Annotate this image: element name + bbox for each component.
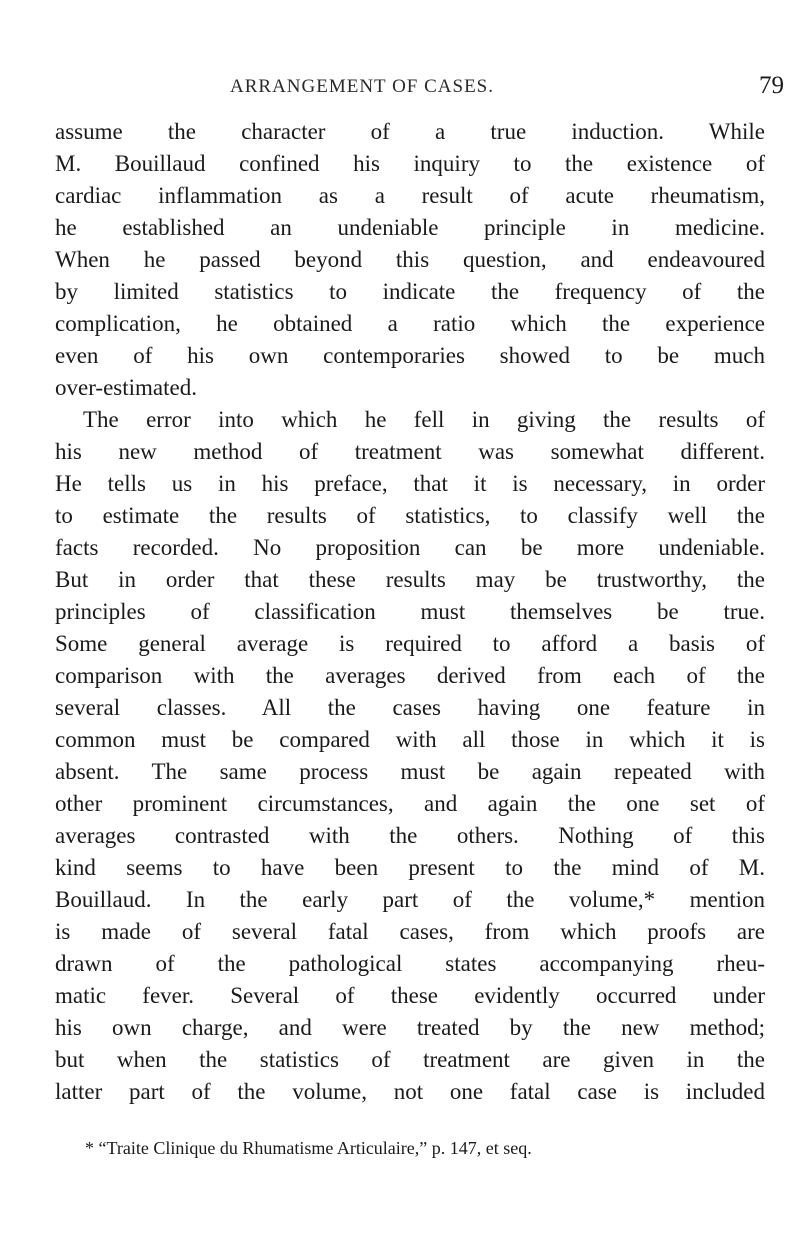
text-line: The error into which he fell in giving the results of [83, 407, 765, 432]
text-line: Some general average is required to afford a basis of [55, 631, 765, 656]
text-line: latter part of the volume, not one fatal case is included [55, 1079, 765, 1104]
text-line: averages contrasted with the others. Nothing of this [55, 823, 765, 848]
text-line: matic fever. Several of these evidently occurred under [55, 983, 765, 1008]
text-line: When he passed beyond this question, and endeavoured [55, 247, 765, 272]
text-line: his own charge, and were treated by the new method; [55, 1015, 765, 1040]
text-line: is made of several fatal cases, from which proofs are [55, 919, 765, 944]
text-line: but when the statistics of treatment are given in the [55, 1047, 765, 1072]
text-line: assume the character of a true induction. While [55, 119, 765, 144]
page-number: 79 [759, 72, 784, 99]
text-line: he established an undeniable principle in medicine. [55, 215, 765, 240]
text-line: He tells us in his preface, that it is necessary, in order [55, 471, 765, 496]
text-line: facts recorded. No proposition can be more undeniable. [55, 535, 765, 560]
running-header: ARRANGEMENT OF CASES. [230, 76, 494, 97]
text-line: by limited statistics to indicate the frequency of the [55, 279, 765, 304]
text-line: kind seems to have been present to the mind of M. [55, 855, 765, 880]
body-text [55, 116, 765, 1108]
text-line: even of his own contemporaries showed to be much [55, 343, 765, 368]
text-line: his new method of treatment was somewhat different. [55, 439, 765, 464]
text-line: drawn of the pathological states accompanying rheu- [55, 951, 765, 976]
text-line: over-estimated. [55, 375, 197, 400]
text-line: But in order that these results may be trustworthy, the [55, 567, 765, 592]
text-line: absent. The same process must be again repeated with [55, 759, 765, 784]
text-line: other prominent circumstances, and again the one set of [55, 791, 765, 816]
text-line: comparison with the averages derived from each of the [55, 663, 765, 688]
text-line: Bouillaud. In the early part of the volume,* mention [55, 887, 765, 912]
text-line: principles of classification must themselves be true. [55, 599, 765, 624]
text-line: common must be compared with all those in which it is [55, 727, 765, 752]
text-line: to estimate the results of statistics, to classify well the [55, 503, 765, 528]
footnote: * “Traite Clinique du Rhumatisme Articulaire,” p. 147, et seq. [85, 1138, 532, 1158]
text-line: M. Bouillaud confined his inquiry to the existence of [55, 151, 765, 176]
text-line: complication, he obtained a ratio which the experience [55, 311, 765, 336]
text-line: several classes. All the cases having one feature in [55, 695, 765, 720]
text-line: cardiac inflammation as a result of acute rheumatism, [55, 183, 765, 208]
